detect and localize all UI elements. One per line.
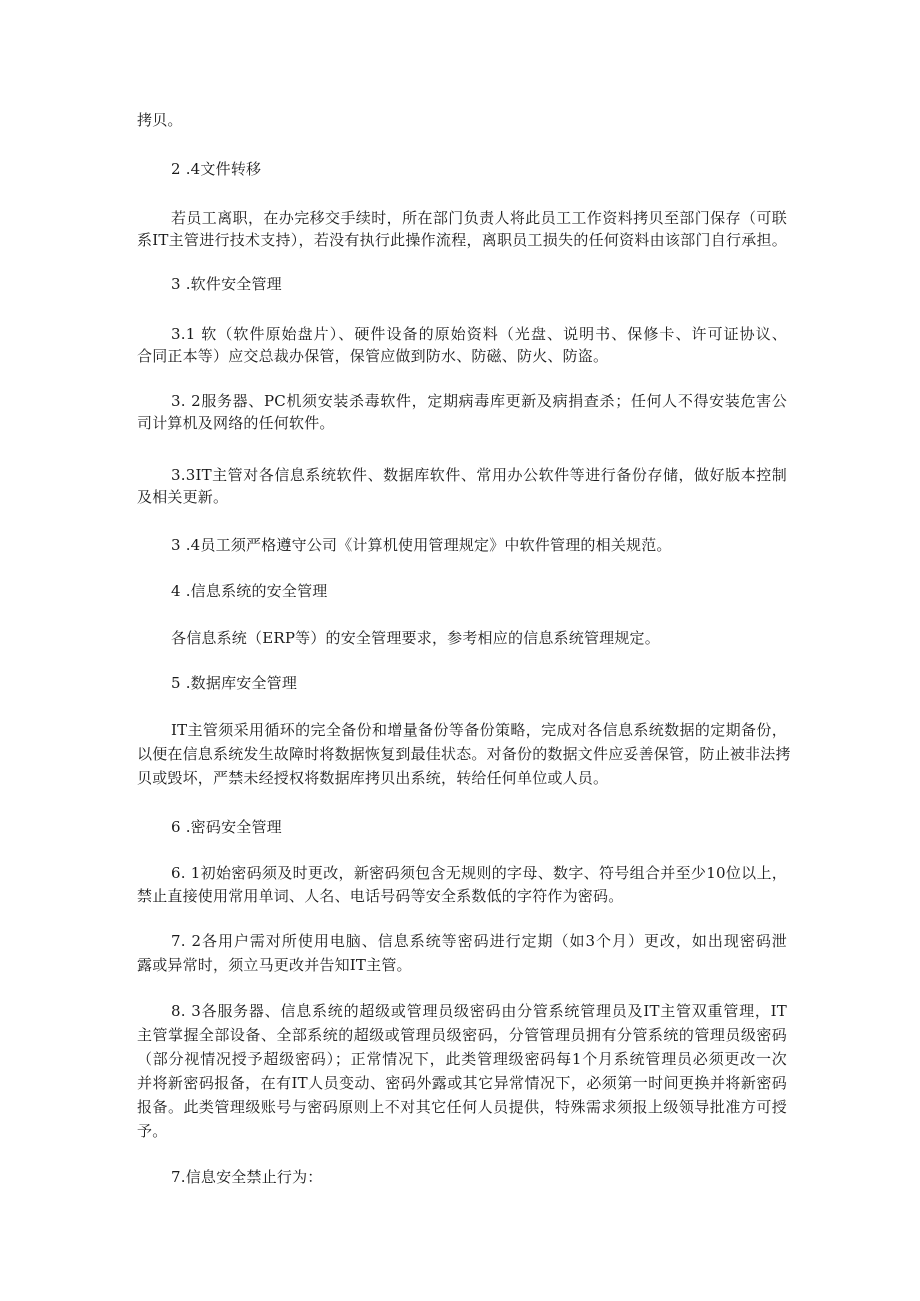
text-line: 3. 2服务器、PC机须安装杀毒软件，定期病毒库更新及病捐查杀；任何人不得安装危害公: [171, 392, 787, 410]
text-line: 若员工离职，在办完移交手续时，所在部门负责人将此员工工作资料拷贝至部门保存（可联: [171, 209, 787, 227]
section-heading: 3 .软件安全管理: [171, 275, 282, 293]
text-line: 7. 2各用户需对所使用电脑、信息系统等密码进行定期（如3个月）更改，如出现密码泄: [171, 932, 787, 950]
text-line: 拷贝。: [137, 111, 183, 129]
text-line: 贝或毁坏，严禁未经授权将数据库拷贝出系统，转给任何单位或人员。: [137, 769, 609, 787]
text-line: 3.3IT主管对各信息系统软件、数据库软件、常用办公软件等进行备份存储，做好版本控制: [171, 466, 787, 484]
text-line: 并将新密码报备，在有IT人员变动、密码外露或其它异常情况下，必须第一时间更换并将新密码: [137, 1074, 787, 1092]
section-heading: 2 .4文件转移: [171, 160, 262, 178]
section-heading: 7.信息安全禁止行为：: [171, 1168, 323, 1186]
text-line: 报备。此类管理级账号与密码原则上不对其它任何人员提供，特殊需求须报上级领导批准方可授: [137, 1098, 787, 1116]
text-line: 主管掌握全部设备、全部系统的超级或管理员级密码，分管管理员拥有分管系统的管理员级密码: [137, 1026, 787, 1044]
text-line: IT主管须采用循环的完全备份和增量备份等备份策略，完成对各信息系统数据的定期备份，: [171, 721, 787, 739]
text-line: 露或异常时，须立马更改并告知IT主管。: [137, 956, 412, 974]
text-line: 系IT主管进行技术支持），若没有执行此操作流程，离职员工损失的任何资料由该部门自行承担。: [137, 231, 787, 249]
text-line: 3 .4员工须严格遵守公司《计算机使用管理规定》中软件管理的相关规范。: [171, 536, 672, 554]
text-line: （部分视情况授予超级密码）；正常情况下，此类管理级密码每1个月系统管理员必须更改一次: [137, 1050, 787, 1068]
text-line: 3.1 软（软件原始盘片）、硬件设备的原始资料（光盘、说明书、保修卡、许可证协议、: [171, 325, 787, 343]
text-line: 禁止直接使用常用单词、人名、电话号码等安全系数低的字符作为密码。: [137, 887, 624, 905]
text-line: 合同正本等）应交总裁办保管，保管应做到防水、防磁、防火、防盗。: [137, 347, 609, 365]
section-heading: 5 .数据库安全管理: [171, 674, 298, 692]
text-line: 以便在信息系统发生故障时将数据恢复到最佳状态。对备份的数据文件应妥善保管，防止被非法拷: [137, 745, 791, 763]
text-line: 各信息系统（ERP等）的安全管理要求，参考相应的信息系统管理规定。: [171, 629, 660, 647]
section-heading: 4 .信息系统的安全管理: [171, 582, 328, 600]
text-line: 8. 3各服务器、信息系统的超级或管理员级密码由分管系统管理员及IT主管双重管理，IT: [171, 1002, 787, 1020]
text-line: 及相关更新。: [137, 488, 229, 506]
text-line: 6. 1初始密码须及时更改，新密码须包含无规则的字母、数字、符号组合并至少10位以上，: [171, 864, 787, 882]
text-line: 予。: [137, 1122, 168, 1140]
section-heading: 6 .密码安全管理: [171, 818, 282, 836]
text-line: 司计算机及网络的任何软件。: [137, 414, 335, 432]
